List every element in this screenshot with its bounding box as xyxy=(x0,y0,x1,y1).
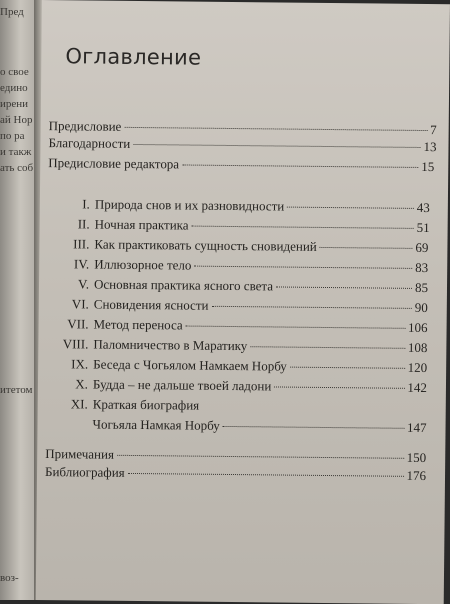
toc-leader-dots xyxy=(182,164,418,167)
toc-leader-dots xyxy=(276,286,412,288)
toc-page xyxy=(36,0,450,604)
toc-entry-label: Библиография xyxy=(44,464,125,480)
toc-entry-label: Сновидения ясности xyxy=(93,296,209,313)
toc-entry-bibliography[interactable] xyxy=(45,464,426,484)
toc-entry-page: 150 xyxy=(406,449,427,466)
toc-chapter-number: VIII. xyxy=(62,336,89,352)
left-page-fragment: ай Нор xyxy=(0,114,33,126)
toc-chapter-number: VII. xyxy=(67,316,89,332)
toc-leader-dots xyxy=(194,266,412,269)
toc-chapter-number: X. xyxy=(75,376,89,392)
toc-chapter-number: III. xyxy=(73,236,90,252)
toc-chapter-number: IV. xyxy=(73,256,90,272)
toc-entry-label: Основная практика ясного света xyxy=(93,276,274,294)
toc-entry-label: Паломничество в Маратику xyxy=(93,336,248,354)
toc-leader-dots xyxy=(133,144,420,148)
toc-leader-dots xyxy=(117,455,404,459)
left-page-fragment: и такж xyxy=(0,146,32,158)
toc-chapter-11-continued[interactable] xyxy=(45,416,426,436)
left-page-fragment: итетом xyxy=(0,384,33,396)
left-page-fragment: ать соб xyxy=(0,162,34,174)
toc-entry-page: 85 xyxy=(414,279,429,296)
toc-entry-page: 15 xyxy=(421,158,435,175)
toc-entry-page: 13 xyxy=(423,139,437,155)
toc-entry-acknowledgements[interactable] xyxy=(48,135,436,155)
toc-chapter-number: I. xyxy=(82,196,90,212)
toc-chapter-8[interactable] xyxy=(46,336,427,356)
toc-chapter-number: V. xyxy=(77,276,90,292)
toc-entry-page: 106 xyxy=(408,319,428,336)
left-page-fragment: ирени xyxy=(0,98,29,110)
toc-entry-label: Иллюзорное тело xyxy=(94,256,192,273)
page-title: Оглавление xyxy=(65,44,202,70)
toc-chapter-11[interactable] xyxy=(46,396,427,416)
toc-entry-label: Будда – не дальше твоей ладони xyxy=(92,376,272,394)
left-page-fragment: о свое xyxy=(0,66,29,78)
toc-chapter-6[interactable] xyxy=(47,296,428,316)
toc-entry-label: Метод переноса xyxy=(93,316,183,333)
toc-entry-notes[interactable] xyxy=(45,446,426,466)
toc-leader-dots xyxy=(192,226,414,229)
toc-leader-dots xyxy=(223,426,404,429)
toc-entry-page: 147 xyxy=(406,419,427,436)
toc-chapter-number: II. xyxy=(77,216,90,232)
toc-entry-page: 120 xyxy=(407,359,428,376)
toc-entry-page: 108 xyxy=(407,339,428,356)
toc-chapter-5[interactable] xyxy=(47,276,428,296)
left-page-fragment: Пред xyxy=(0,6,24,18)
toc-chapter-1[interactable] xyxy=(48,196,430,216)
toc-entry-page: 176 xyxy=(406,467,427,484)
left-page-fragment: по ра xyxy=(0,130,25,142)
toc-entry-label: Предисловие редактора xyxy=(48,155,180,172)
toc-chapter-3[interactable] xyxy=(47,236,428,256)
toc-entry-page: 69 xyxy=(415,239,429,256)
toc-entry-page: 51 xyxy=(416,219,430,236)
table-of-contents xyxy=(44,118,447,484)
toc-entry-label: Ночная практика xyxy=(94,216,189,233)
toc-leader-dots xyxy=(250,346,405,349)
toc-entry-label: Благодарности xyxy=(48,135,131,151)
toc-chapter-9[interactable] xyxy=(46,356,427,376)
toc-entry-label: Как практиковать сущность сновидений xyxy=(94,236,317,254)
toc-entry-editor-preface[interactable] xyxy=(48,155,434,175)
toc-entry-label: Природа снов и их разновидности xyxy=(94,196,285,214)
toc-entry-label: Предисловие xyxy=(48,118,122,134)
toc-leader-dots xyxy=(211,306,411,309)
toc-leader-dots xyxy=(274,386,404,388)
toc-chapter-number: VI. xyxy=(71,296,89,312)
toc-leader-dots xyxy=(320,247,413,249)
toc-entry-page: 7 xyxy=(430,122,437,138)
toc-leader-dots xyxy=(124,127,427,131)
toc-chapter-7[interactable] xyxy=(47,316,428,336)
left-page-edge xyxy=(0,0,34,600)
toc-entry-label: Примечания xyxy=(45,446,115,462)
toc-leader-dots xyxy=(290,367,405,369)
toc-entry-label: Краткая биография xyxy=(92,396,200,413)
toc-leader-dots xyxy=(128,473,404,477)
toc-chapter-number: XI. xyxy=(70,396,88,412)
toc-chapter-10[interactable] xyxy=(46,376,427,396)
toc-leader-dots xyxy=(287,207,414,209)
toc-entry-page: 83 xyxy=(415,259,429,276)
toc-leader-dots xyxy=(186,326,405,329)
left-page-fragment: воз- xyxy=(0,572,19,584)
toc-chapter-2[interactable] xyxy=(48,216,430,236)
toc-chapter-number: IX. xyxy=(71,356,89,372)
toc-chapter-4[interactable] xyxy=(47,256,428,276)
toc-entry-page: 90 xyxy=(414,299,428,316)
toc-entry-label-continued: Чогьяла Намкая Норбу xyxy=(92,416,220,433)
left-page-fragment: едино xyxy=(0,82,28,94)
toc-entry-label: Беседа с Чогьялом Намкаем Норбу xyxy=(93,356,287,374)
toc-entry-page: 43 xyxy=(416,199,430,216)
toc-entry-page: 142 xyxy=(407,379,428,396)
